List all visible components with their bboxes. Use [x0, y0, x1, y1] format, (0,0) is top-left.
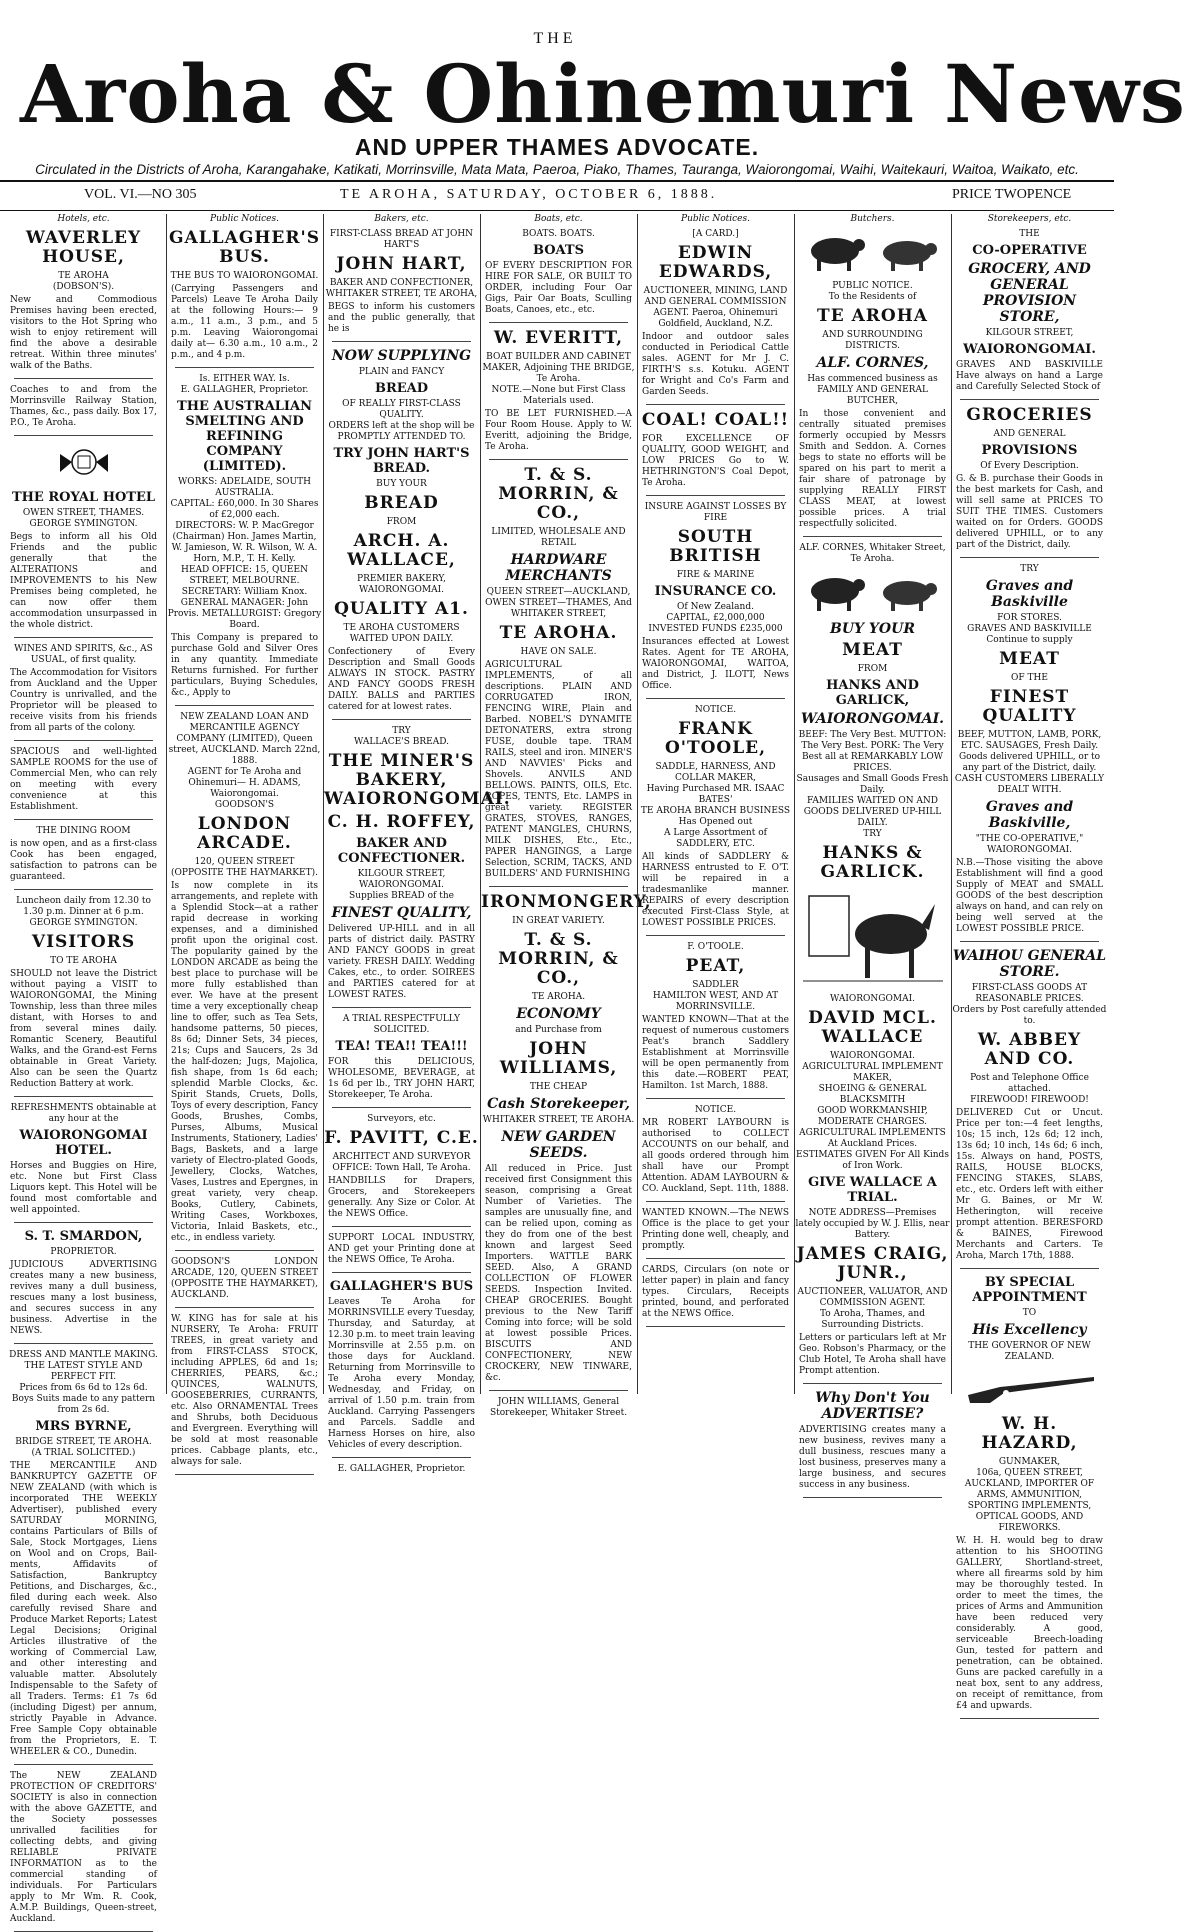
ad-divider [14, 1764, 153, 1765]
ad-divider [332, 341, 471, 342]
ad-headline: C. H. ROFFEY, [327, 812, 476, 832]
ad-body-text: SPACIOUS and well-lighted SAMPLE ROOMS for the use of Commercial Men, who can rely on meeting with every convenience at this Establishment. [10, 747, 157, 812]
ad-divider [175, 1250, 314, 1251]
ad-text-line: TE AROHA CUSTOMERS WAITED UPON DAILY. [343, 623, 460, 644]
ad-text-line: BEEF, MUTTON, LAMB, PORK, ETC. SAUSAGES, Fresh Daily. [957, 730, 1102, 751]
ad-text-line: Continue to supply [986, 635, 1073, 645]
ad-divider [803, 1383, 942, 1384]
ad-body-text: FOR EXCELLENCE OF QUALITY, GOOD WEIGHT, and LOW PRICES Go to W. HETHRINGTON'S Coal Depot, Te Aroha. [642, 434, 789, 488]
ad-body-text: SHOULD not leave the District without paying a VISIT to WAIORONGOMAI, the Mining Township, less than three miles distant, with Horses to and from several mines daily. Romantic Scenery, Beautiful Walks, and the Grand-est Ferns obtainable in Great Variety. Also can be seen the Quartz Reduction Battery at work. [10, 969, 157, 1089]
ad-headline: W. H. HAZARD, [981, 1414, 1078, 1453]
newspaper-title: Aroha & Ohinemuri News [20, 47, 1186, 141]
ad-subheadline: BY SPECIAL APPOINTMENT [972, 1275, 1087, 1305]
ad-text-line: THE BUS TO WAIORONGOMAI. [170, 271, 319, 281]
ad-divider [646, 1201, 785, 1202]
ad-body-text: GOODSON'S LONDON ARCADE, 120, QUEEN STREET (OPPOSITE THE HAYMARKET), AUCKLAND. [171, 1257, 318, 1300]
ad-body-text: HANDBILLS for Drapers, Grocers, and Storekeepers generally. Any Size or Color. At the NEWS Office. [328, 1176, 475, 1219]
ad-text-line: NOTICE. [694, 705, 737, 715]
ad-text-line: Sausages and Small Goods Fresh Daily. [796, 774, 949, 795]
ad-text-line: TE AROHA BRANCH BUSINESS Has Opened out [640, 806, 791, 827]
ad-divider [175, 1474, 314, 1475]
ad-divider [489, 1390, 628, 1391]
ad-headline: W. EVERITT, [493, 328, 624, 348]
ad-headline: VISITORS [31, 932, 136, 952]
ad-display-line: ALF. CORNES, [816, 355, 929, 371]
ad-body-text: Coaches to and from the Morrinsville Railway Station, Thames, &c., pass daily. Box 17, P.O., Te Aroha. [10, 385, 158, 428]
ad-body-text: MR ROBERT LAYBOURN is authorised to COLLECT ACCOUNTS on our behalf, and all goods ordered through him shall have our Prompt Attention. ADAM LAYBOURN & CO. Auckland, Sept. 11th, 1888. [642, 1118, 789, 1194]
ad-text-line: OF THE [1011, 673, 1048, 683]
ad-text-line: NOTE.—None but First Class Materials used. [491, 385, 626, 406]
ad-body-text: SUPPORT LOCAL INDUSTRY, AND get your Printing done at the NEWS Office, Te Aroha. [328, 1233, 475, 1265]
ad-text-line: NEW ZEALAND LOAN AND MERCANTILE AGENCY COMPANY (LIMITED), Queen street, AUCKLAND. March 22nd, 1888. [168, 712, 321, 766]
ad-body-text: ADVERTISING creates many a new business, revives many a dull business, rescues many a lost business, preserves many a large business, and secures success in any business. [799, 1425, 946, 1490]
ad-divider [175, 1307, 314, 1308]
ad-text-line: PLAIN and FANCY [358, 367, 445, 377]
ad-headline: JOHN WILLIAMS, [499, 1039, 618, 1078]
column-heading: Hotels, etc. [57, 214, 110, 224]
ad-text-line: BUY YOUR [376, 479, 427, 489]
ad-headline: T. & S. MORRIN, & CO., [498, 465, 619, 523]
ad-text-line: Orders by Post carefully attended to. [952, 1005, 1107, 1026]
ad-text-line: THE [1019, 229, 1040, 239]
ad-text-line: Post and Telephone Office attached. [970, 1073, 1089, 1094]
ad-text-line: BOAT BUILDER AND CABINET MAKER, Adjoining THE BRIDGE, Te Aroha. [482, 352, 635, 384]
ad-text-line: FROM [857, 664, 888, 674]
ad-body-text: Horses and Buggies on Hire, etc. None but First Class Liquors kept. This Hotel will be found most comfortable and well appointed. [10, 1161, 157, 1215]
ad-headline: MEAT [842, 640, 903, 660]
ad-text-line: FIRE & MARINE [676, 570, 755, 580]
ad-display-line: GROCERY, AND GENERAL PROVISION STORE, [968, 261, 1091, 325]
ad-body-text: GRAVES AND BASKIVILLE Have always on hand a Large and Carefully Selected Stock of [956, 360, 1103, 392]
ad-divider [332, 1457, 471, 1458]
ad-text-line: (DOBSON'S). [52, 282, 115, 292]
ad-text-line: 120, QUEEN STREET (OPPOSITE THE HAYMARKET). [171, 857, 318, 878]
ad-body-text: CARDS, Circulars (on note or letter paper) in plain and fancy types. Circulars, Receipts printed, bound, and perforated at the NEWS Office. [642, 1265, 789, 1319]
ad-subheadline: THE ROYAL HOTEL [11, 490, 156, 505]
ad-text-line: HAVE ON SALE. [520, 647, 597, 657]
ad-text-line: Supplies BREAD of the [349, 891, 454, 901]
ad-subheadline: WAIORONGOMAI. [963, 342, 1096, 357]
ad-body-text: FOR this DELICIOUS, WHOLESOME, BEVERAGE, at 1s 6d per lb., TRY JOHN HART, Storekeeper, Te Aroha. [328, 1057, 475, 1100]
ad-text-line: AUCTIONEER, MINING, LAND AND GENERAL COMMISSION AGENT. Paeroa, Ohinemuri Goldfield, Auckland, N.Z. [643, 286, 788, 329]
ad-text-line: AND GENERAL [993, 429, 1066, 439]
ad-text-line: Has commenced business as FAMILY AND GENERAL BUTCHER, [807, 374, 938, 406]
ad-text-line: FIRST-CLASS GOODS AT REASONABLE PRICES. [971, 983, 1088, 1004]
ad-subheadline: TRY JOHN HART'S BREAD. [333, 446, 470, 476]
ad-subheadline: INSURANCE CO. [654, 584, 777, 599]
ad-body-text: W. KING has for sale at his NURSERY, Te Aroha: FRUIT TREES, in great variety and from FIRST-CLASS STOCK, including APPLES, 6d and 1s; CHERRIES, PEARS, &c.; QUINCES, WALNUTS, GOOSEBERRIES, CURRANTS, etc. Also ORNAMENTAL Trees and Shrubs, both Deciduous and Evergreen. Everything will be sold at most reasonable prices. Cabbage plants, etc., always for sale. [171, 1314, 318, 1467]
ad-divider [646, 495, 785, 496]
ad-divider [332, 1226, 471, 1227]
ad-display-line: NOW SUPPLYING [331, 348, 472, 364]
ad-text-line: QUEEN STREET—AUCKLAND, OWEN STREET—THAMES, And WHITAKER STREET, [485, 587, 632, 619]
ad-text-line: AGENT for Te Aroha and Ohinemuri— H. ADAMS, Waiorongomai. [187, 767, 302, 799]
ad-subheadline: CO-OPERATIVE [972, 243, 1087, 258]
ad-body-text: New and Commodious Premises having been erected, visitors to the Hot Spring who wish to enjoy retirement will find the above a desirable retreat. Within three minutes' walk of the Baths. [10, 295, 157, 371]
ad-text-line: SADDLER [692, 980, 739, 990]
ad-text-line: TE AROHA. [531, 992, 586, 1002]
ad-text-line: FIRST-CLASS BREAD AT JOHN HART'S [329, 229, 474, 250]
ad-headline: F. PAVITT, C.E. [324, 1128, 479, 1148]
ad-body-text: BEGS to inform his customers and the public generally, that he is [328, 302, 475, 334]
ad-text-line: OWEN STREET, THAMES. [22, 508, 145, 518]
ad-body-text: Is now complete in its arrangements, and replete with a Splendid Stock—at a rather rapid decrease in working expenses, and a diminished profit upon the original cost. The popularity gained by the LONDON ARCADE as being the best place to purchase will be more fully established than ever. We have at the present time a very exceptionally cheap line to offer, such as Tea Sets, handsome patterns, 50 pieces, 8s 6d; Dinner Sets, 34 pieces, 21s; Cups and Saucers, 2s 3d the half-dozen; Jugs, Majolica, fish shape, from 1s 6d each; splendid Marble Clocks, &c. Spirit Stands, Cruets, Dolls, Toys of every description, Fancy Goods, Brushes, Combs, Purses, Albums, Musical Instruments, Stationery, Ladies' Bags, Baskets, and a large variety of Electro-plated Goods, Jewellery, Clocks, Watches, Vases, Lustres and Epergnes, in great variety, very cheap. Books, Cutlery, Cabinets, Writing Cases, Workboxes, Victoria, Inlaid Baskets, etc., etc., in endless variety. [171, 881, 318, 1243]
ad-body-text: This Company is prepared to purchase Gold and Silver Ores in any quantity. Immediate Returns furnished. For further particulars, Buying Schedules, &c., Apply to [171, 633, 318, 698]
ad-body-text: Delivered UP-HILL and in all parts of district daily. PASTRY AND FANCY GOODS in great variety. FRESH DAILY. Wedding Cakes, etc., to order. SOIREES and PARTIES catered for at LOWEST RATES. [328, 924, 475, 1000]
gun-engraving-icon [952, 1367, 1107, 1411]
ad-text-line: ARCHITECT AND SURVEYOR [332, 1152, 471, 1162]
column-heading: Butchers. [850, 214, 895, 224]
ad-text-line: [A CARD.] [692, 229, 739, 239]
ad-text-line: TRY [392, 726, 411, 736]
ad-subheadline: GIVE WALLACE A TRIAL. [808, 1175, 937, 1205]
column-6 [794, 214, 950, 1490]
ad-divider [803, 536, 942, 537]
ad-divider [960, 557, 1099, 558]
crest-engraving-icon [6, 442, 161, 486]
ad-divider [14, 378, 153, 379]
ad-text-line: OFFICE: Town Hall, Te Aroha. [332, 1163, 471, 1173]
ad-headline: FRANK O'TOOLE, [664, 719, 767, 758]
ad-text-line: DRESS AND MANTLE MAKING. [9, 1350, 158, 1360]
ad-text-line: OF REALLY FIRST-CLASS QUALITY. [342, 399, 461, 420]
ad-divider [14, 435, 153, 436]
column-heading: Bakers, etc. [374, 214, 429, 224]
ad-text-line: WAIORONGOMAI. [830, 994, 915, 1004]
ad-text-line: Goods delivered UPHILL, or to any part of the District, daily. [958, 752, 1101, 773]
ad-divider [14, 819, 153, 820]
ad-display-line: His Excellency [972, 1322, 1087, 1338]
ad-headline: QUALITY A1. [334, 599, 469, 619]
column-5 [637, 214, 793, 1394]
ad-text-line: THE DINING ROOM [36, 826, 131, 836]
ad-text-line: TO TE AROHA [50, 956, 117, 966]
ad-text-line: Boys Suits made to any pattern from 2s 6d. [11, 1394, 156, 1415]
ad-body-text: WANTED KNOWN—That at the request of numerous customers Peat's branch Saddlery Establishment at Morrinsville will be open permanently from this date.—ROBERT PEAT, Hamilton. 1st March, 1888. [642, 1015, 789, 1091]
ad-body-text: AGRICULTURAL IMPLEMENTS, of all descriptions. PLAIN AND CORRUGATED IRON, FENCING WIRE, Plain and Barbed. NOBEL'S DYNAMITE DETONATERS, extra strong FUSE, double tape. TRAM RAILS, steel and iron. MINER'S AND NAVVIES' Picks and Shovels. ANVILS AND BELLOWS. PAINTS, OILS, Etc. ROPES, TENTS, Etc. LAMPS in great variety. REGISTER GRATES, STOVES, RANGES, PATENT MANGLES, CHURNS, MILK DISHES, Etc., Etc., PAPER HANGINGS, a Large Selection, SCRIM, TACKS, AND BUILDERS' AND FURNISHING [485, 660, 632, 879]
volume-number: VOL. VI.—NO 305 [84, 187, 197, 202]
ad-text-line: GOODSON'S [214, 800, 275, 810]
ad-divider [332, 1007, 471, 1008]
ad-body-text: Leaves Te Aroha for MORRINSVILLE every Tuesday, Thursday, and Saturday, at 12.30 p.m. to meet train leaving Morrinsville at 2.55 p.m. on those days for Auckland. Returning from Morrinsville to Te Aroha every Monday, Wednesday, and Friday, on arrival of 1.50 p.m. train from Auckland. Carrying Passengers and Parcels. Saddle and Harness Horses on hire, also Vehicles of every description. [328, 1297, 475, 1450]
ad-text-line: F. O'TOOLE. [687, 942, 744, 952]
ad-subheadline: WAIORONGOMAI HOTEL. [19, 1128, 148, 1158]
ad-text-line: GUNMAKER, [998, 1457, 1061, 1467]
ad-headline: SOUTH BRITISH [669, 527, 762, 566]
column-3 [323, 214, 511, 1474]
ad-divider [489, 459, 628, 460]
ad-body-text: OF EVERY DESCRIPTION FOR HIRE FOR SALE, OR BUILT TO ORDER, including Four Oar Gigs, Pair Oar Boats, Sculling Boats, Canoes, etc., etc. [485, 261, 632, 315]
ad-text-line: NOTE ADDRESS—Premises lately occupied by W. J. Ellis, near Battery. [795, 1208, 950, 1240]
ad-headline: COAL! COAL!! [641, 410, 790, 430]
ad-divider [646, 1258, 785, 1259]
ad-text-line: AND SURROUNDING DISTRICTS. [822, 330, 923, 351]
ad-body-text: N.B.—Those visiting the above Establishment will find a good Supply of MEAT and SMALL GOODS of the best description always on hand, and can rely on being well served at the LOWEST POSSIBLE PRICE. [956, 858, 1103, 934]
ad-text-line: CAPITAL, £2,000,000 [666, 613, 765, 623]
masthead [0, 0, 1186, 177]
column-7 [951, 214, 1107, 1711]
ad-text-line: Of New Zealand. [677, 602, 754, 612]
ad-text-line: ESTIMATES GIVEN For All Kinds of Iron Work. [796, 1150, 949, 1171]
ad-subheadline: THE AUSTRALIAN SMELTING AND REFINING COMPANY (LIMITED). [177, 399, 312, 474]
ad-text-line: BRIDGE STREET, TE AROHA. [15, 1437, 152, 1447]
ad-text-line: THE LATEST STYLE AND PERFECT FIT. [24, 1361, 143, 1382]
issue-place-date: TE AROHA, SATURDAY, OCTOBER 6, 1888. [340, 187, 718, 202]
ad-text-line: KILGOUR STREET, WAIORONGOMAI. [357, 869, 446, 890]
ad-text-line: PROPRIETOR. [50, 1247, 117, 1257]
ad-text-line: TO [1022, 1308, 1037, 1318]
ad-text-line: A TRIAL RESPECTFULLY SOLICITED. [342, 1014, 461, 1035]
ad-display-line: NEW GARDEN SEEDS. [501, 1129, 616, 1161]
ad-display-line: FINEST QUALITY, [331, 905, 472, 921]
ad-body-text: Letters or particulars left at Mr Geo. Robson's Pharmacy, or the Club Hotel, Te Aroha shall have Prompt attention. [799, 1333, 946, 1376]
ad-text-line: BAKER AND CONFECTIONER, WHITAKER STREET, TE AROHA, [325, 278, 478, 299]
ad-divider [14, 1222, 153, 1223]
masthead-the: THE [533, 30, 577, 47]
ad-divider [646, 698, 785, 699]
ad-divider [960, 1718, 1099, 1719]
column-heading: Public Notices. [681, 214, 750, 224]
ad-text-line: CASH CUSTOMERS LIBERALLY DEALT WITH. [954, 774, 1105, 795]
ad-headline: FINEST QUALITY [982, 687, 1077, 726]
ad-divider [14, 740, 153, 741]
ad-text-line: JOHN WILLIAMS, General Storekeeper, Whitaker Street. [489, 1397, 628, 1418]
ad-subheadline: TEA! TEA!! TEA!!! [335, 1039, 468, 1054]
ad-divider [646, 404, 785, 405]
ad-text-line: TRY [1020, 564, 1039, 574]
ad-body-text: In those convenient and centrally situated premises formerly occupied by Messrs Smith and Seddon. A. Cornes begs to state no efforts will be spared on his part to merit a fair share of patronage by supplying REALLY FIRST CLASS MEAT, at lowest possible prices. A trial respectfully solicited. [799, 409, 946, 529]
ad-text-line: GEORGE SYMINGTON. [29, 519, 138, 529]
ad-divider [14, 1343, 153, 1344]
newspaper-subtitle: AND UPPER THAMES ADVOCATE. [354, 134, 760, 160]
animals-engraving-icon [795, 569, 950, 617]
column-1 [6, 214, 161, 1924]
ad-text-line: FOR STORES. [997, 613, 1062, 623]
circulation-districts: Circulated in the Districts of Aroha, Karangahake, Katikati, Morrinsville, Mata Mata, Paeroa, Piako, Thames, Tauranga, Waiorongomai, Waihi, Waitekauri, Waitoa, Waikato, etc. [35, 162, 1079, 177]
ad-divider [175, 705, 314, 706]
ad-display-line: Why Don't You ADVERTISE? [815, 1390, 930, 1422]
ad-divider [960, 1268, 1099, 1269]
ad-text-line: DIRECTORS: W. P. MacGregor (Chairman) Hon. James Martin, W. Jamieson, W. R. Wilson, W. A. Horn, M.P., T. H. Kelly. [171, 521, 318, 564]
ad-divider [803, 1497, 942, 1498]
ad-divider [175, 367, 314, 368]
ad-text-line: REFRESHMENTS obtainable at any hour at the [10, 1103, 157, 1124]
ad-divider [489, 322, 628, 323]
ad-body-text: All reduced in Price. Just received first Consignment this season, comprising a Great Number of Varieties. The samples are unusually fine, and can be relied upon, coming as they do from one of the best known and largest Seed Importers. WATTLE BARK SEED. Also, A GRAND COLLECTION OF FLOWER SEEDS. Inspection Invited. CHEAP GROCERIES. Bought previous to the New Tariff Coming into force; will be sold at lowest possible Prices. BISCUITS AND CONFECTIONERY, NEW CROCKERY, NEW TINWARE, &c. [485, 1164, 632, 1383]
ad-body-text: JUDICIOUS ADVERTISING creates many a new business, revives many a dull business, rescues many a lost business, and secures success in any business. Advertise in the NEWS. [10, 1260, 157, 1336]
ad-text-line: "THE CO-OPERATIVE," WAIORONGOMAI. [975, 834, 1084, 855]
ad-text-line: FAMILIES WAITED ON AND GOODS DELIVERED UP-HILL DAILY. [803, 796, 942, 828]
ad-divider [332, 1272, 471, 1273]
ad-text-line: and Purchase from [515, 1025, 602, 1035]
ad-headline: LONDON ARCADE. [197, 814, 292, 853]
ad-text-line: E. GALLAGHER, Proprietor. [180, 385, 309, 395]
ad-headline: GROCERIES [966, 405, 1093, 425]
ad-text-line: TE AROHA [58, 271, 109, 281]
column-heading: Boats, etc. [534, 214, 583, 224]
ad-display-line: ECONOMY [516, 1006, 601, 1022]
advertisement-columns [6, 214, 1108, 1924]
ad-text-line: TRY [863, 829, 882, 839]
ad-text-line: Having Purchased MR. ISAAC BATES' [646, 784, 785, 805]
ad-text-line: LIMITED, WHOLESALE AND RETAIL [491, 527, 626, 548]
ad-headline: HANKS & GARLICK. [820, 843, 925, 882]
ad-body-text: DELIVERED Cut or Uncut. Price per ton:—4 feet lengths, 10s; 15 inch, 12s 6d; 12 inch, 13s 6d; 10 inch, 14s 6d; 6 inch, 15s. Always on hand, POSTS, RAILS, HOUSE BLOCKS, FENCING STAKES, SLABS, etc., etc. Orders left with either Mr G. Baines, or Mr W. Hetherington, will receive prompt attention. BERESFORD & BAINES, Firewood Merchants and Carters. Te Aroha, March 17th, 1888. [956, 1108, 1103, 1261]
ad-text-line: Is. EITHER WAY. Is. [199, 374, 290, 384]
ad-headline: JAMES CRAIG, JUNR., [796, 1244, 949, 1283]
ad-headline: DAVID MCL. WALLACE [808, 1008, 937, 1047]
issue-price: PRICE TWOPENCE [952, 187, 1072, 202]
ad-body-text: The Accommodation for Visitors from Auckland and the Upper Country is unrivalled, and the Proprietor will be pleased to receive visits from his friends from all parts of the colony. [10, 668, 157, 733]
ad-body-text: THE MERCANTILE AND BANKRUPTCY GAZETTE OF NEW ZEALAND (with which is incorporated THE WEEKLY Advertiser), published every SATURDAY MORNING, contains Particulars of Bills of Sale, Stock Mortgages, Liens on Wool and on Crops, Bail-ments, Affidavits of Satisfaction, Bankruptcy Petitions, and Discharges, &c., filed during each week. Also carefully revised Share and Produce Market Reports; Latest Legal Decisions; Original Articles illustrative of the working of Commercial Law, and other interesting and valuable matter. Absolutely Indispensable to the Safety of all Traders. Terms: £1 7s 6d (including Digest) per annum, strictly Payable in Advance. Free Sample Copy obtainable from the Proprietors, E. T. WHEELER & CO., Dunedin. [10, 1461, 157, 1757]
dateline-bar [0, 180, 1114, 211]
ad-text-line: ORDERS left at the shop will be PROMPTLY ATTENDED TO. [328, 421, 475, 442]
ad-text-line: WHITAKER STREET, TE AROHA. [482, 1115, 635, 1125]
ad-text-line: To Aroha, Thames, and Surrounding Districts. [820, 1309, 925, 1330]
ad-headline: JOHN HART, [336, 254, 467, 274]
ad-body-text: W. H. H. would beg to draw attention to his SHOOTING GALLERY, Shortland-street, where all firearms sold by him may be thoroughly tested. In order to meet the times, the prices of Arms and Ammunition have been reduced very considerably. A good, serviceable Breech-loading Gun, tested for pattern and penetration, can be obtained. Guns are packed carefully in a neat box, sent to any address, on receipt of remittance, from £4 and upwards. [956, 1536, 1103, 1711]
ad-text-line: GENERAL MANAGER: John Provis. METALLURGIST: Gregory Board. [167, 598, 322, 630]
ad-body-text: G. & B. purchase their Goods in the best markets for Cash, and will sell same at PRICES TO SUIT THE TIMES. Customers waited on for Orders. GOODS delivered UPHILL, or to any part of the District, daily. [956, 474, 1103, 550]
ad-text-line: To the Residents of [828, 292, 917, 302]
ad-divider [332, 1107, 471, 1108]
ad-display-line: WAIORONGOMAI. [801, 711, 944, 727]
ad-headline: GALLAGHER'S BUS. [169, 228, 320, 267]
ad-body-text: (Carrying Passengers and Parcels) Leave Te Aroha Daily at the following Hours:— 9 a.m., 11 a.m., 3 p.m., and 5 p.m. Leaving Waiorongomai daily at— 6.30 a.m., 10 a.m., 2 p.m., and 4 p.m. [171, 284, 318, 360]
ad-text-line: PUBLIC NOTICE. [832, 281, 913, 291]
ad-body-text: Indoor and outdoor sales conducted in Periodical Cattle sales. AGENT for Mr J. C. FIRTH'S s.s. Kotuku. AGENT for Wright and Co's Farm and Garden Seeds. [642, 332, 789, 397]
ad-text-line: KILGOUR STREET, [985, 328, 1074, 338]
ad-headline: BREAD [364, 493, 439, 513]
ad-subheadline: S. T. SMARDON, [24, 1229, 143, 1244]
column-4 [480, 214, 652, 1418]
ad-text-line: GRAVES AND BASKIVILLE [967, 624, 1092, 634]
ad-divider [14, 1096, 153, 1097]
ad-text-line: INSURE AGAINST LOSSES BY FIRE [644, 502, 787, 523]
ad-text-line: WALLACE'S BREAD. [354, 737, 449, 747]
ad-text-line: (A TRIAL SOLICITED.) [31, 1448, 136, 1458]
ad-divider [14, 889, 153, 890]
ad-body-text: WANTED KNOWN.—The NEWS Office is the place to get your Printing done well, cheaply, and promptly. [642, 1208, 789, 1251]
ad-headline: THE MINER'S BAKERY, WAIORONGOMAI. [324, 751, 511, 809]
ad-text-line: CAPITAL: £60,000. In 30 Shares of £2,000 each. [170, 499, 319, 520]
ad-subheadline: BOATS [533, 243, 584, 258]
ad-divider [960, 399, 1099, 400]
ad-divider [489, 886, 628, 887]
ad-text-line: WORKS: ADELAIDE, SOUTH AUSTRALIA. [178, 477, 311, 498]
ad-divider [646, 935, 785, 936]
ad-text-line: ALF. CORNES, Whitaker Street, Te Aroha. [799, 543, 946, 564]
horse-engraving-icon [795, 886, 950, 990]
ad-body-text: All kinds of SADDLERY & HARNESS entrusted to F. O'T. will be repaired in a tradesmanlike manner. REPAIRS of every description executed First-Class Style, at LOWEST POSSIBLE PRICES. [642, 852, 789, 928]
ad-text-line: BOATS. BOATS. [522, 229, 595, 239]
ad-text-line: Luncheon daily from 12.30 to 1.30 p.m. Dinner at 6 p.m. [16, 896, 151, 917]
ad-divider [646, 1098, 785, 1099]
ad-text-line: WINES AND SPIRITS, &c., AS USUAL, of first quality. [14, 644, 153, 665]
ad-body-text: Insurances effected at Lowest Rates. Agent for TE AROHA, WAIORONGOMAI, WAITOA, and District, J. ILOTT, News Office. [642, 637, 789, 691]
ad-text-line: PREMIER BAKERY, WAIORONGOMAI. [357, 574, 446, 595]
ad-subheadline: PROVISIONS [981, 443, 1078, 458]
ad-display-line: Graves and Baskiville [985, 578, 1074, 610]
ad-text-line: Prices from 6s 6d to 12s 6d. [19, 1383, 148, 1393]
ad-text-line: A Large Assortment of SADDLERY, ETC. [664, 828, 767, 849]
ad-headline: T. & S. MORRIN, & CO., [498, 930, 619, 988]
ad-subheadline: HANKS AND GARLICK, [826, 678, 919, 708]
ad-display-line: HARDWARE MERCHANTS [505, 552, 612, 584]
ad-subheadline: GALLAGHER'S BUS [329, 1279, 474, 1294]
ad-text-line: Surveyors, etc. [367, 1114, 436, 1124]
column-heading: Public Notices. [210, 214, 279, 224]
ad-headline: ARCH. A. WALLACE, [347, 531, 456, 570]
ad-divider [332, 719, 471, 720]
ad-display-line: WAIHOU GENERAL STORE. [952, 948, 1107, 980]
animals-engraving-icon [795, 229, 950, 277]
ad-text-line: IN GREAT VARIETY. [512, 916, 605, 926]
ad-headline: TE AROHA. [499, 623, 618, 643]
ad-text-line: SADDLE, HARNESS, AND COLLAR MAKER, [655, 762, 776, 783]
ad-subheadline: BAKER AND CONFECTIONER. [337, 836, 466, 866]
ad-divider [960, 941, 1099, 942]
ad-body-text: Confectionery of Every Description and Small Goods ALWAYS IN STOCK. PASTRY AND FANCY GOODS FRESH DAILY. BALLS and PARTIES catered for at lowest rates. [328, 647, 475, 712]
ad-text-line: HEAD OFFICE: 15, QUEEN STREET, MELBOURNE. [181, 565, 308, 586]
ad-text-line: THE GOVERNOR OF NEW ZEALAND. [968, 1341, 1091, 1362]
ad-text-line: FIREWOOD! FIREWOOD! [970, 1095, 1089, 1105]
ad-text-line: GOOD WORKMANSHIP, MODERATE CHARGES. [817, 1106, 928, 1127]
ad-display-line: BUY YOUR [830, 621, 915, 637]
ad-text-line: E. GALLAGHER, Proprietor. [337, 1464, 466, 1474]
ad-headline: WAVERLEY HOUSE, [25, 228, 142, 267]
ad-text-line: INVESTED FUNDS £235,000 [648, 624, 783, 634]
column-heading: Storekeepers, etc. [987, 214, 1072, 224]
ad-subheadline: MRS BYRNE, [35, 1419, 132, 1434]
ad-headline: PEAT, [685, 956, 746, 976]
ad-body-text: TO BE LET FURNISHED.—A Four Room House. Apply to W. Everitt, adjoining the Bridge, Te Aroha. [485, 409, 632, 452]
ad-text-line: THE CHEAP [529, 1082, 588, 1092]
ad-text-line: HAMILTON WEST, AND AT MORRINSVILLE. [652, 991, 779, 1012]
column-2 [166, 214, 322, 1467]
ad-text-line: GEORGE SYMINGTON. [29, 918, 138, 928]
ad-headline: MEAT [999, 649, 1060, 669]
ad-divider [14, 637, 153, 638]
ad-display-line: Graves and Baskiville, [985, 799, 1074, 831]
ad-subheadline: BREAD [374, 381, 429, 396]
ad-text-line: WAIORONGOMAI. AGRICULTURAL IMPLEMENT MAKER, [802, 1051, 943, 1083]
ad-text-line: SHOEING & GENERAL BLACKSMITH [818, 1084, 927, 1105]
ad-text-line: Of Every Description. [980, 461, 1079, 471]
ad-text-line: 106a, QUEEN STREET, AUCKLAND, IMPORTER OF ARMS, AMMUNITION, SPORTING IMPLEMENTS, OPTICAL GOODS, AND FIREWORKS. [964, 1468, 1095, 1533]
ad-divider [646, 1326, 785, 1327]
ad-display-line: Cash Storekeeper, [487, 1096, 630, 1112]
ad-text-line: NOTICE. [694, 1105, 737, 1115]
ad-text-line: AGRICULTURAL IMPLEMENTS At Auckland Prices. [799, 1128, 946, 1149]
ad-text-line: AUCTIONEER, VALUATOR, AND COMMISSION AGENT. [797, 1287, 948, 1308]
ad-headline: TE AROHA [817, 306, 928, 326]
ad-text-line: FROM [386, 517, 417, 527]
ad-body-text: is now open, and as a first-class Cook has been engaged, satisfaction to patrons can be guaranteed. [10, 839, 157, 882]
ad-headline: IRONMONGERY, [481, 892, 652, 912]
ad-text-line: SECRETARY: William Knox. [181, 587, 308, 597]
ad-body-text: The NEW ZEALAND PROTECTION OF CREDITORS' SOCIETY is also in connection with the above GAZETTE, and the Society possesses unrivalled facilities for collecting debts, and giving RELIABLE PRIVATE INFORMATION as to the commercial standing of individuals. For Particulars apply to Mr Wm. R. Cook, A.M.P. Buildings, Queen-street, Auckland. [10, 1771, 157, 1924]
ad-text-line: BEEF: The Very Best. MUTTON: The Very Best. PORK: The Very Best all at REMARKABLY LOW PRICES. [798, 730, 947, 773]
ad-headline: EDWIN EDWARDS, [658, 243, 773, 282]
ad-headline: W. ABBEY AND CO. [977, 1030, 1082, 1069]
ad-body-text: Begs to inform all his Old Friends and the public generally that the ALTERATIONS and IMPROVEMENTS to his New Premises being completed, he can now offer them accommodation unsurpassed in the whole district. [10, 532, 157, 630]
